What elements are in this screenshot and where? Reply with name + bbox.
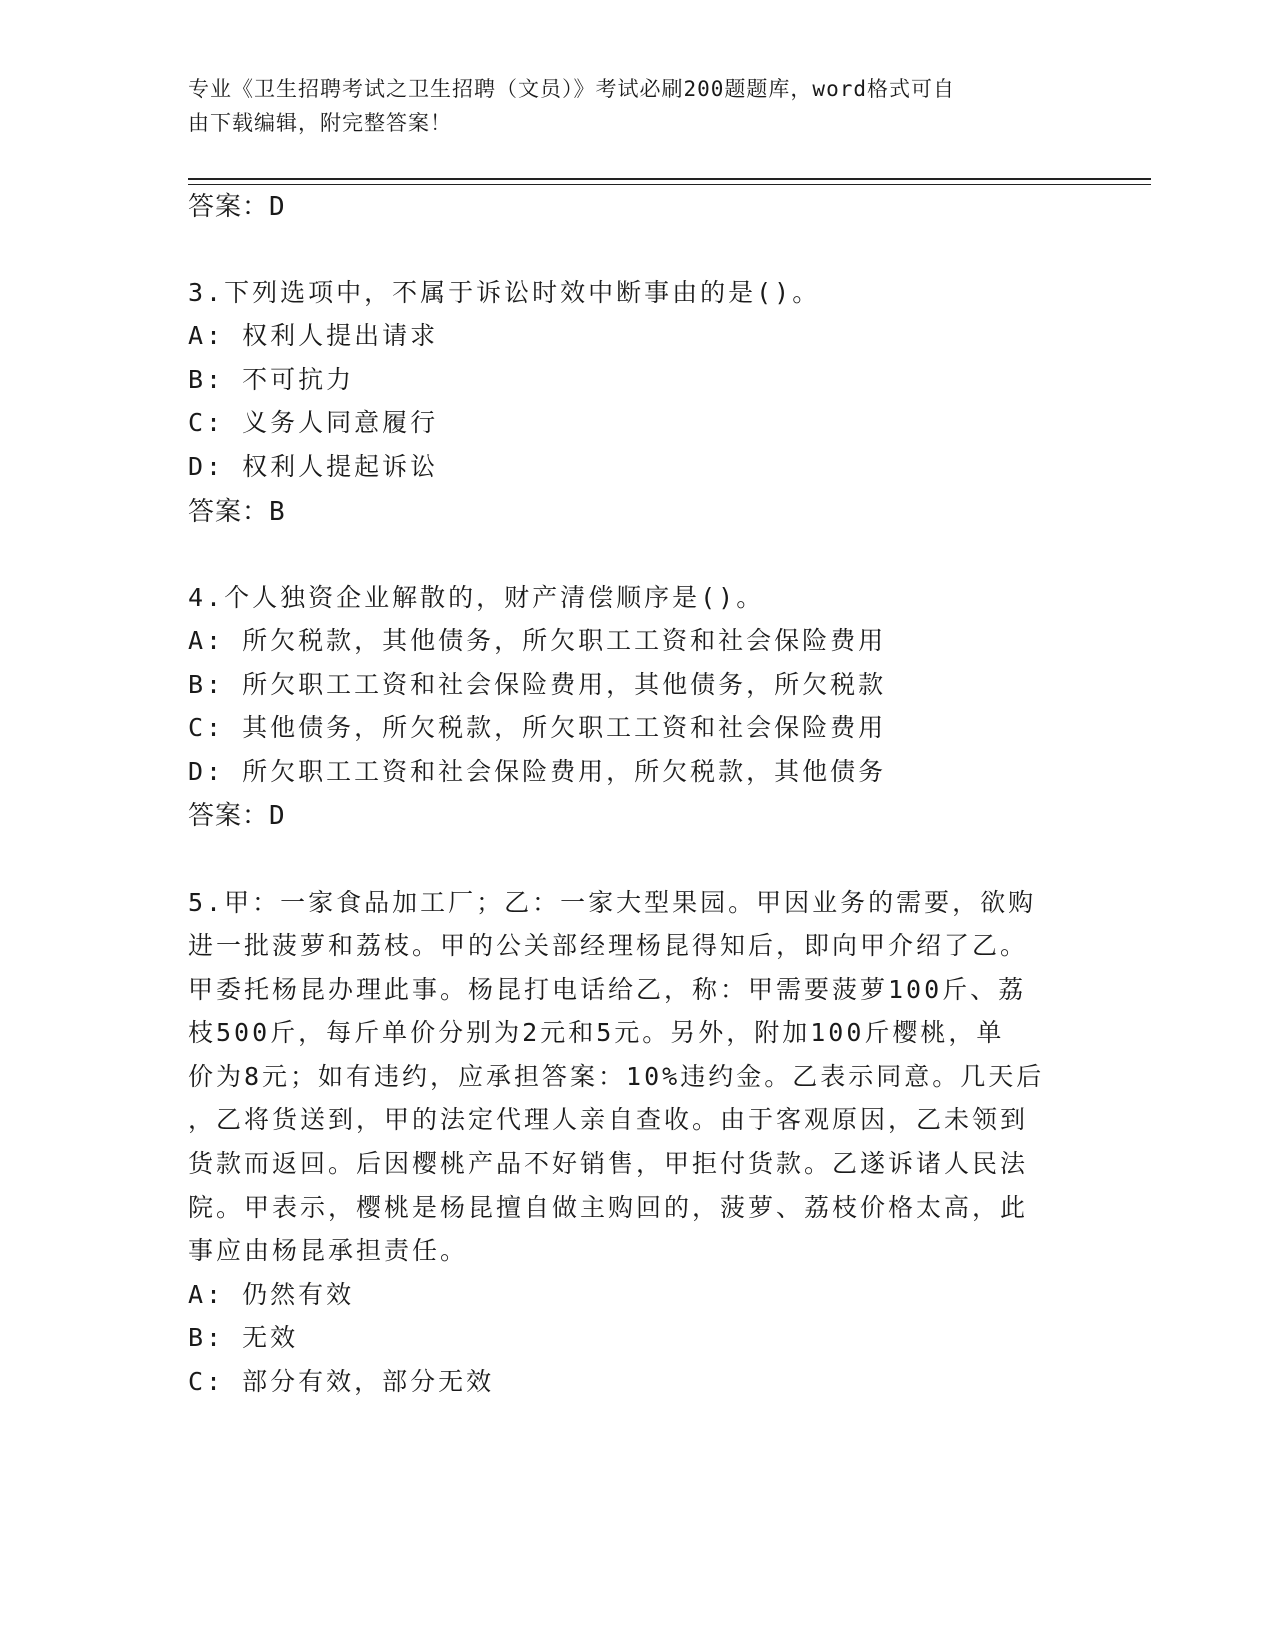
answer-previous: 答案：D	[188, 192, 286, 222]
q4-question: 4.个人独资企业解散的，财产清偿顺序是()。	[188, 583, 765, 612]
q4-option-c: C: 其他债务，所欠税款，所欠职工工资和社会保险费用	[188, 713, 887, 742]
q5-text-line-3: 甲委托杨昆办理此事。杨昆打电话给乙，称：甲需要菠萝100斤、荔	[188, 975, 1027, 1004]
q4-option-b: B: 所欠职工工资和社会保险费用，其他债务，所欠税款	[188, 670, 887, 699]
q5-text-line-2: 进一批菠萝和荔枝。甲的公关部经理杨昆得知后，即向甲介绍了乙。	[188, 931, 1029, 960]
q5-text-line-5: 价为8元；如有违约，应承担答案：10%违约金。乙表示同意。几天后	[188, 1062, 1045, 1091]
q5-text-line-4: 枝500斤，每斤单价分别为2元和5元。另外，附加100斤樱桃，单	[188, 1018, 1005, 1047]
header-rule-thin	[188, 184, 1151, 185]
q5-option-b: B: 无效	[188, 1323, 299, 1352]
q3-question: 3.下列选项中，不属于诉讼时效中断事由的是()。	[188, 278, 821, 307]
q4-answer: 答案：D	[188, 801, 286, 831]
q5-text-line-7: 货款而返回。后因樱桃产品不好销售，甲拒付货款。乙遂诉诸人民法	[188, 1149, 1029, 1178]
q5-option-c: C: 部分有效，部分无效	[188, 1367, 495, 1396]
document-header	[188, 72, 1068, 140]
header-line-1: 专业《卫生招聘考试之卫生招聘（文员）》考试必刷200题题库，word格式可自	[188, 77, 955, 101]
q5-text-line-8: 院。甲表示，樱桃是杨昆擅自做主购回的，菠萝、荔枝价格太高，此	[188, 1193, 1029, 1222]
header-rule-thick	[188, 178, 1151, 180]
q4-option-d: D: 所欠职工工资和社会保险费用，所欠税款，其他债务	[188, 757, 887, 786]
q3-answer: 答案：B	[188, 497, 286, 527]
q5-option-a: A: 仍然有效	[188, 1280, 355, 1309]
q5-text-line-1: 5.甲：一家食品加工厂；乙：一家大型果园。甲因业务的需要，欲购	[188, 888, 1037, 917]
q5-text-line-6: ，乙将货送到，甲的法定代理人亲自查收。由于客观原因，乙未领到	[188, 1105, 1029, 1134]
header-line-2: 由下载编辑，附完整答案！	[188, 111, 452, 135]
q3-option-b: B: 不可抗力	[188, 365, 355, 394]
q4-option-a: A: 所欠税款，其他债务，所欠职工工资和社会保险费用	[188, 626, 887, 655]
q5-text-line-9: 事应由杨昆承担责任。	[188, 1236, 469, 1265]
q3-option-c: C: 义务人同意履行	[188, 408, 439, 437]
q3-option-a: A: 权利人提出请求	[188, 321, 439, 350]
q3-option-d: D: 权利人提起诉讼	[188, 452, 439, 481]
